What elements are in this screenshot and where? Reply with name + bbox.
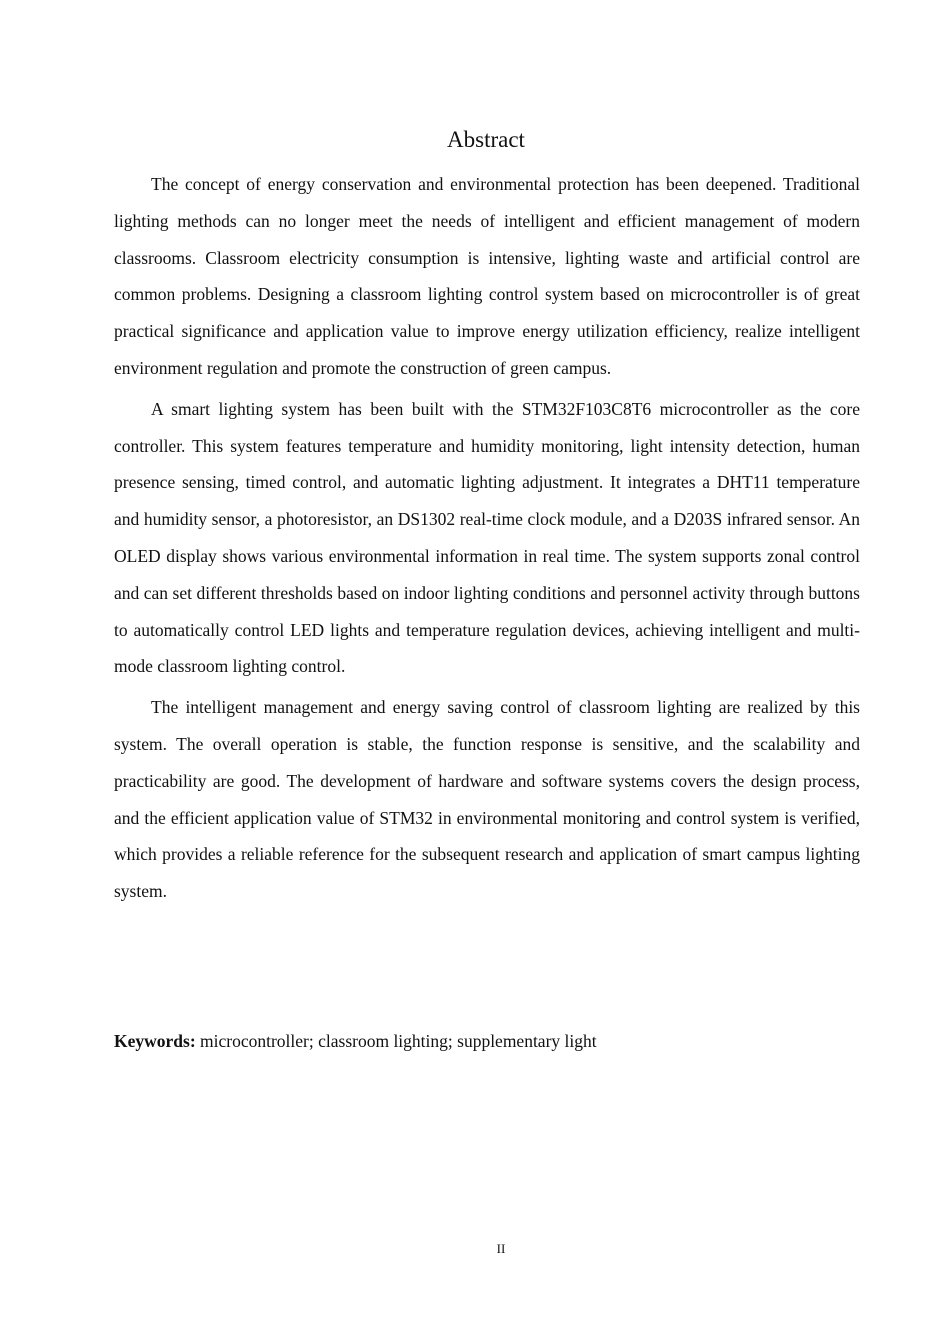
page-number: II (496, 1241, 506, 1256)
keywords-text: microcontroller; classroom lighting; supplementary light (200, 1031, 597, 1051)
abstract-paragraph-1: The concept of energy conservation and environmental protection has been deepened. Traditional lighting methods can no longer meet the needs of intelligent and efficient management of modern classrooms. Classroom electricity consumption is intensive, lighting waste and artificial control are common problems. Designing a classroom lighting control system based on microcontroller is of great practical significance and application value to improve energy utilization efficiency, realize intelligent environment regulation and promote the construction of green campus. (114, 174, 860, 378)
abstract-paragraph-3: The intelligent management and energy saving control of classroom lighting are realized by this system. The overall operation is stable, the function response is sensitive, and the scalability and practicability are good. The development of hardware and software systems covers the design process, and the efficient application value of STM32 in environmental monitoring and control system is verified, which provides a reliable reference for the subsequent research and application of smart campus lighting system. (114, 697, 860, 902)
keywords-line (114, 1026, 597, 1056)
abstract-title: Abstract (447, 127, 525, 152)
abstract-paragraph-2: A smart lighting system has been built with the STM32F103C8T6 microcontroller as the core controller. This system features temperature and humidity monitoring, light intensity detection, human presence sensing, timed control, and automatic lighting adjustment. It integrates a DHT11 temperature and humidity sensor, a photoresistor, an DS1302 real-time clock module, and a D203S infrared sensor. An OLED display shows various environmental information in real time. The system supports zonal control and can set different thresholds based on indoor lighting conditions and personnel activity through buttons to automatically control LED lights and temperature regulation devices, achieving intelligent and multi-mode classroom lighting control. (114, 398, 860, 677)
keywords-label: Keywords: (114, 1031, 196, 1051)
abstract-body (114, 166, 860, 914)
